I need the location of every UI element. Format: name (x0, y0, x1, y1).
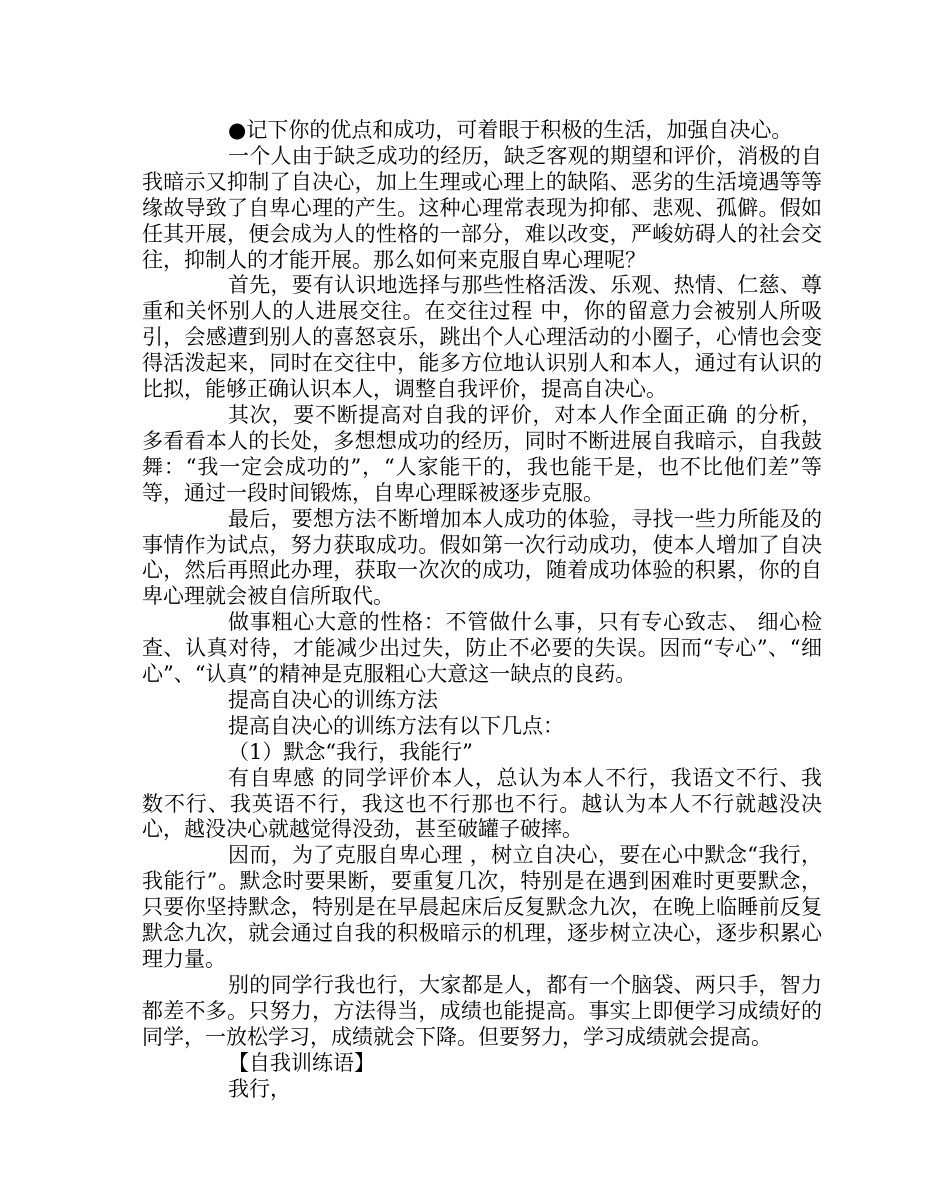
paragraph-strengths-heading: ●记下你的优点和成功，可着眼于积极的生活，加强自决心。 (228, 118, 793, 142)
paragraph-others-can-i-can: 别的同学行我也行，大家都是人，都有一个脑袋、两只手，智力都差不多。只努力，方法得当，成绩也能提高。事实上即便学习成绩好的同学，一放松学习，成绩就会下降。但要努力，学习成绩就会提高。 (142, 972, 822, 1049)
paragraph-recite-method: 因而，为了克服自卑心理 ，树立自决心，要在心中默念“我行，我能行”。默念时要果断，要重复几次，特别是在遇到困难时更要默念，只要你坚持默念，特别是在早晨起床后反复默念九次，在晚上临睡前反复默念九次，就会通过自我的积极暗示的机理，逐步树立决心，逐步积累心理力量。 (142, 843, 822, 971)
section-heading-training-method: 提高自决心的训练方法 (228, 687, 438, 712)
paragraph-last-success-experience: 最后，要想方法不断增加本人成功的体验，寻找一些力所能及的事情作为试点，努力获取成功。假如第一次行动成功，使本人增加了自决心，然后再照此办理，获取一次次的成功，随着成功体验的积累，你的自卑心理就会被自信所取代。 (142, 506, 822, 609)
paragraph-inferiority-students: 有自卑感 的同学评价本人，总认为本人不行，我语文不行、我数不行、我英语不行，我这也不行那也不行。越认为本人不行就越没决心，越没决心就越觉得没劲，甚至破罐子破摔。 (142, 765, 822, 842)
section-heading-self-training: 【自我训练语】 (228, 1050, 375, 1075)
paragraph-inferiority-causes: 一个人由于缺乏成功的经历，缺乏客观的期望和评价，消极的自我暗示又抑制了自决心，加上生理或心理上的缺陷、恶劣的生活境遇等等缘故导致了自卑心理的产生。这种心理常表现为抑郁、悲观、孤僻。假如任其开展，便会成为人的性格的一部分，难以改变，严峻妨碍人的社会交往，抑制人的才能开展。那么如何来克服自卑心理呢？ (142, 143, 822, 272)
list-item-recite: （1）默念“我行，我能行” (228, 739, 473, 764)
paragraph-first-socialize: 首先，要有认识地选择与那些性格活泼、乐观、热情、仁慈、尊重和关怀别人的人进展交往。在交往过程 中，你的留意力会被别人所吸引，会感遭到别人的喜怒哀乐，跳出个人心理活动的小圈子，心情也会变得活泼起来，同时在交往中，能多方位地认识别人和本人，通过有认识的比拟，能够正确认识本人，调整自我评价，提高自决心。 (142, 273, 822, 402)
paragraph-carelessness: 做事粗心大意的性格：不管做什么事，只有专心致志、 细心检查、认真对待，才能减少出过失，防止不必要的失误。因而“专心”、“细心”、“认真”的精神是克服粗心大意这一缺点的良药。 (142, 610, 822, 687)
paragraph-second-self-evaluation: 其次，要不断提高对自我的评价，对本人作全面正确 的分析，多看看本人的长处，多想想成功的经历，同时不断进展自我暗示，自我鼓舞：“我一定会成功的”，“人家能干的，我也能干是，也不比他们差”等等，通过一段时间锻炼，自卑心理睬被逐步克服。 (142, 402, 822, 505)
document-body (142, 118, 822, 1102)
paragraph-training-intro: 提高自决心的训练方法有以下几点： (228, 713, 564, 738)
paragraph-i-can: 我行， (228, 1076, 291, 1101)
